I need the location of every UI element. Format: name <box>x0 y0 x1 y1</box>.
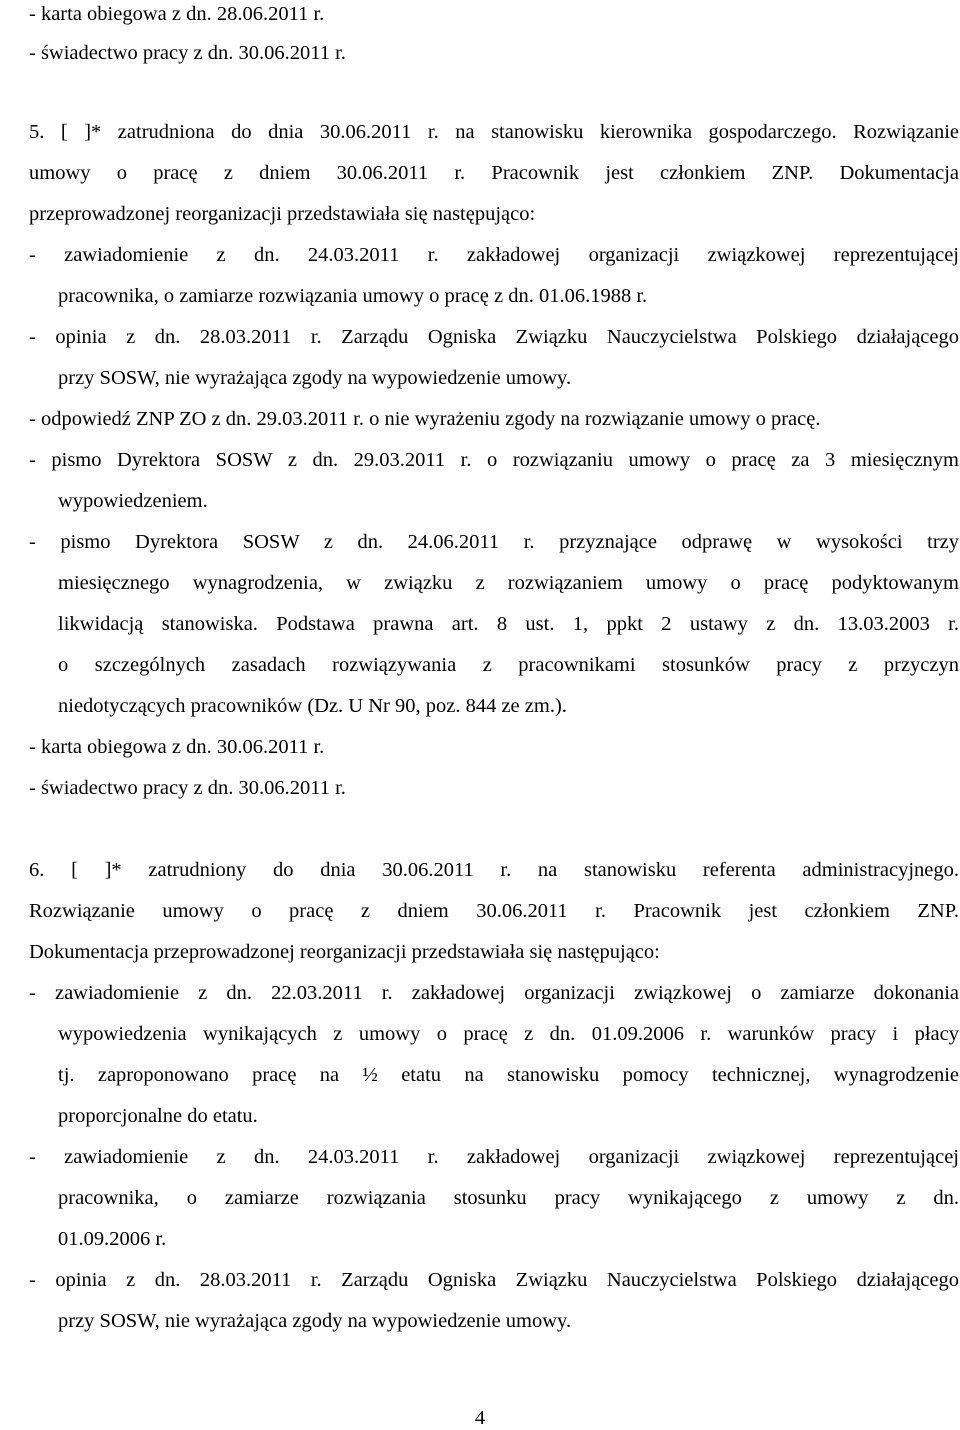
text-line: - świadectwo pracy z dn. 30.06.2011 r. <box>29 42 346 64</box>
page-number: 4 <box>474 1407 486 1429</box>
text-line: - pismo Dyrektora SOSW z dn. 29.03.2011 r. o rozwiązaniu umowy o pracę za 3 miesięcznym <box>29 449 959 471</box>
text-line: tj. zaproponowano pracę na ½ etatu na stanowisku pomocy technicznej, wynagrodzenie <box>58 1064 959 1086</box>
text-line: likwidacją stanowiska. Podstawa prawna art. 8 ust. 1, ppkt 2 ustawy z dn. 13.03.2003 r. <box>58 613 959 635</box>
text-line: - karta obiegowa z dn. 28.06.2011 r. <box>29 3 325 25</box>
text-line: - karta obiegowa z dn. 30.06.2011 r. <box>29 736 325 758</box>
text-line: - świadectwo pracy z dn. 30.06.2011 r. <box>29 777 346 799</box>
text-line: niedotyczących pracowników (Dz. U Nr 90, poz. 844 ze zm.). <box>58 695 567 717</box>
text-line: - odpowiedź ZNP ZO z dn. 29.03.2011 r. o nie wyrażeniu zgody na rozwiązanie umowy o pracę. <box>29 408 821 430</box>
text-line: przeprowadzonej reorganizacji przedstawiała się następująco: <box>29 203 536 225</box>
text-line: - zawiadomienie z dn. 24.03.2011 r. zakładowej organizacji związkowej reprezentującej <box>29 1146 959 1168</box>
text-line: pracownika, o zamiarze rozwiązania stosunku pracy wynikającego z umowy z dn. <box>58 1187 959 1209</box>
text-line: przy SOSW, nie wyrażająca zgody na wypowiedzenie umowy. <box>58 1310 572 1332</box>
text-line: wypowiedzenia wynikających z umowy o pracę z dn. 01.09.2006 r. warunków pracy i płacy <box>58 1023 959 1045</box>
text-line: - zawiadomienie z dn. 22.03.2011 r. zakładowej organizacji związkowej o zamiarze dokonania <box>29 982 959 1004</box>
text-line: przy SOSW, nie wyrażająca zgody na wypowiedzenie umowy. <box>58 367 572 389</box>
text-line: o szczególnych zasadach rozwiązywania z pracownikami stosunków pracy z przyczyn <box>58 654 959 676</box>
text-line: wypowiedzeniem. <box>58 490 208 512</box>
text-line: - opinia z dn. 28.03.2011 r. Zarządu Ogniska Związku Nauczycielstwa Polskiego działającego <box>29 1269 959 1291</box>
text-line: proporcjonalne do etatu. <box>58 1105 258 1127</box>
text-line: 5. [ ]* zatrudniona do dnia 30.06.2011 r. na stanowisku kierownika gospodarczego. Rozwiązanie <box>29 121 959 143</box>
text-line: 6. [ ]* zatrudniony do dnia 30.06.2011 r. na stanowisku referenta administracyjnego. <box>29 859 959 881</box>
text-line: miesięcznego wynagrodzenia, w związku z rozwiązaniem umowy o pracę podyktowanym <box>58 572 959 594</box>
text-line: - opinia z dn. 28.03.2011 r. Zarządu Ogniska Związku Nauczycielstwa Polskiego działającego <box>29 326 959 348</box>
text-line: pracownika, o zamiarze rozwiązania umowy o pracę z dn. 01.06.1988 r. <box>58 285 648 307</box>
text-line: Rozwiązanie umowy o pracę z dniem 30.06.2011 r. Pracownik jest członkiem ZNP. <box>29 900 959 922</box>
text-line: Dokumentacja przeprowadzonej reorganizacji przedstawiała się następująco: <box>29 941 660 963</box>
text-line: umowy o pracę z dniem 30.06.2011 r. Pracownik jest członkiem ZNP. Dokumentacja <box>29 162 959 184</box>
text-line: - pismo Dyrektora SOSW z dn. 24.06.2011 r. przyznające odprawę w wysokości trzy <box>29 531 959 553</box>
text-line: 01.09.2006 r. <box>58 1228 167 1250</box>
text-line: - zawiadomienie z dn. 24.03.2011 r. zakładowej organizacji związkowej reprezentującej <box>29 244 959 266</box>
